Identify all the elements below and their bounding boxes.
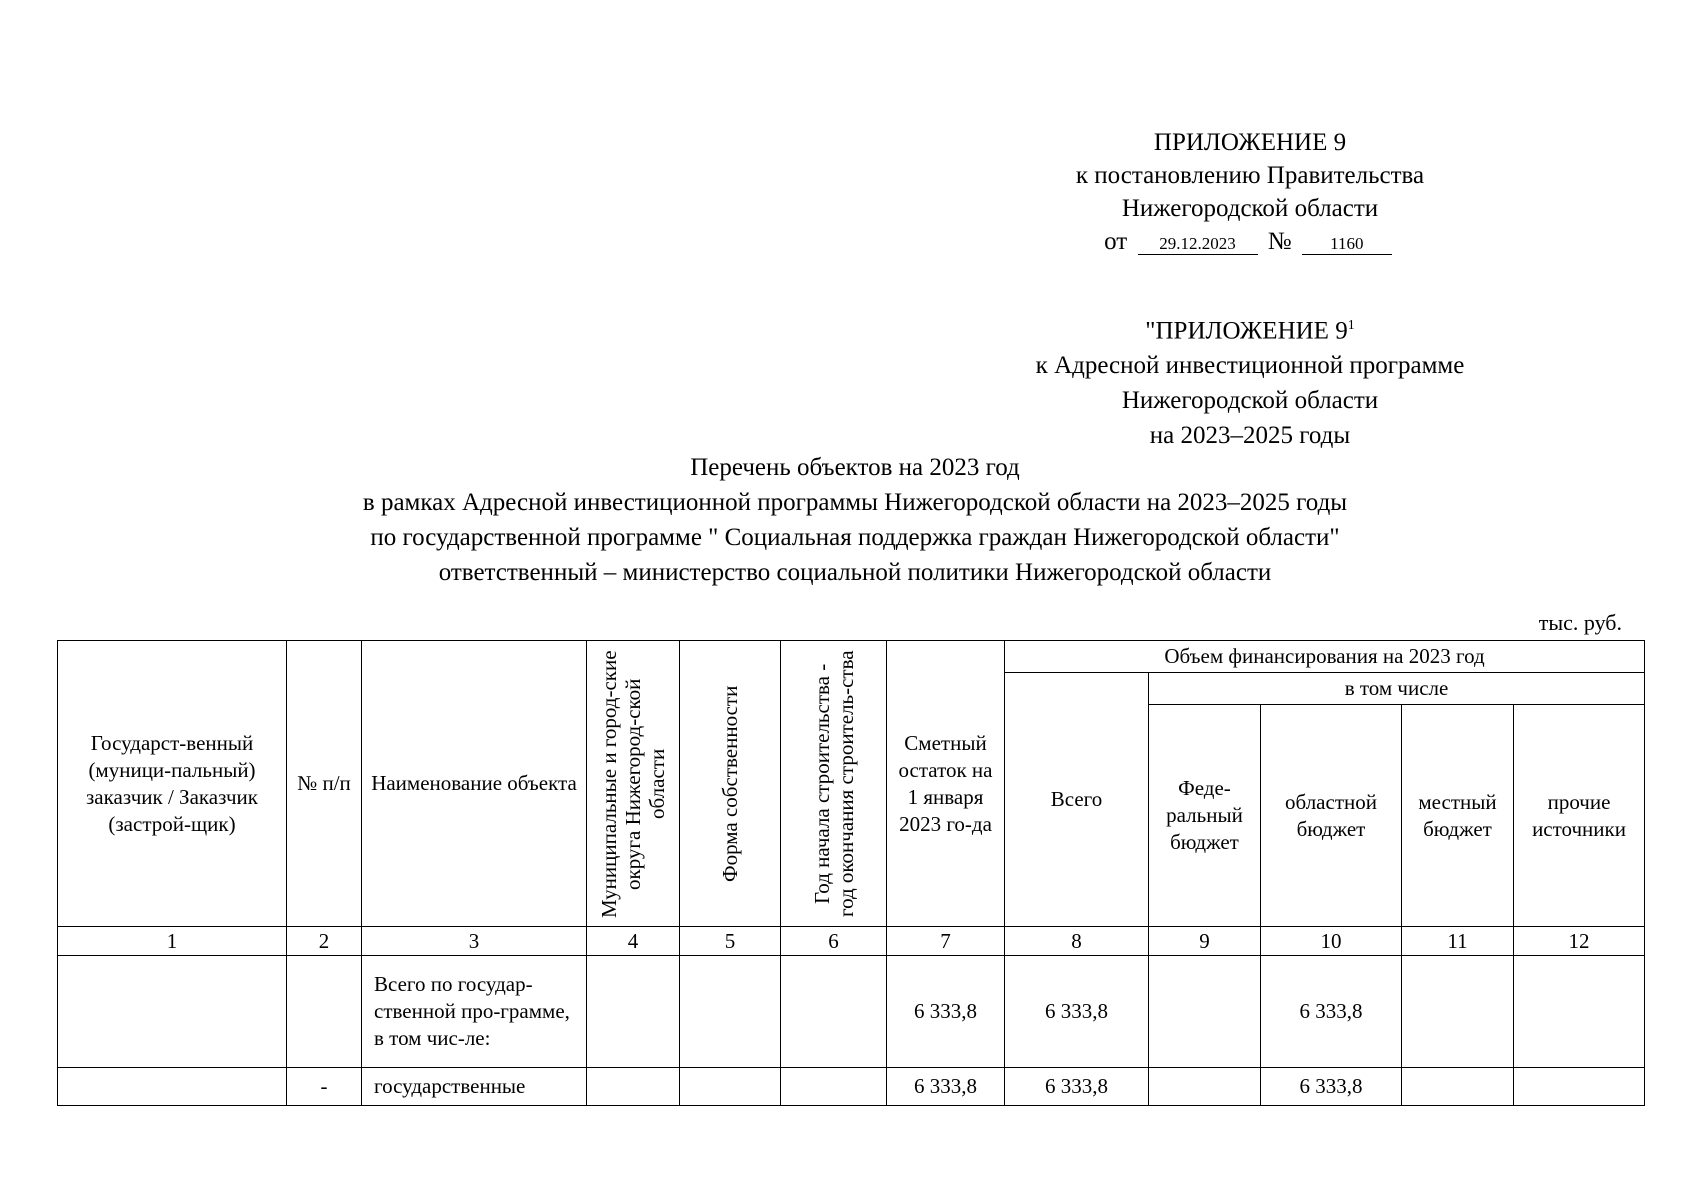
header-years-text: Год начала строительства - год окончания строитель-ства [809,650,858,917]
title-line: ответственный – министерство социальной политики Нижегородской области [438,559,1272,586]
column-number: 3 [362,927,587,956]
cell-other [1514,1068,1645,1106]
table-row [58,956,1645,1068]
column-number: 9 [1149,927,1261,956]
header-years [781,641,887,927]
column-number: 5 [680,927,781,956]
cell-name: государственные [362,1068,587,1106]
column-number: 12 [1514,927,1645,956]
header-name: Наименование объекта [362,641,587,927]
header-num: № п/п [287,641,362,927]
header-federal: Феде-ральный бюджет [1149,705,1261,927]
cell-ownership [680,956,781,1068]
cell-customer [58,956,287,1068]
cell-federal [1149,956,1261,1068]
column-number: 8 [1005,927,1149,956]
cell-num [287,956,362,1068]
column-number: 11 [1402,927,1514,956]
header-total: Всего [1005,673,1149,927]
cell-total: 6 333,8 [1005,1068,1149,1106]
units-label: тыс. руб. [1538,610,1622,635]
cell-estimate: 6 333,8 [887,1068,1005,1106]
cell-customer [58,1068,287,1106]
cell-ownership [680,1068,781,1106]
annex-header [980,126,1520,258]
header-municipal-text: Муниципальные и город-ские округа Нижегород-ской области [597,649,669,918]
program-annex-line: на 2023–2025 годы [1149,422,1351,450]
table-row [58,1068,1645,1106]
column-number: 1 [58,927,287,956]
resolution-number: 1160 [1302,234,1392,255]
column-number: 10 [1261,927,1402,956]
cell-regional: 6 333,8 [1261,956,1402,1068]
column-numbers-row [58,927,1645,956]
header-ownership-text: Форма собственности [718,685,742,882]
cell-years [781,956,887,1068]
cell-municipal [587,956,680,1068]
column-number: 7 [887,927,1005,956]
title-line: Перечень объектов на 2023 год [690,454,1020,481]
document-title [60,450,1650,590]
cell-regional: 6 333,8 [1261,1068,1402,1106]
header-customer: Государст-венный (муници-пальный) заказчик / Заказчик (застрой-щик) [58,641,287,927]
cell-num: - [287,1068,362,1106]
header-other: прочие источники [1514,705,1645,927]
cell-federal [1149,1068,1261,1106]
cell-local [1402,1068,1514,1106]
annex-date-line [980,225,1520,258]
title-line: по государственной программе " Социальная поддержка граждан Нижегородской области" [370,524,1340,551]
annex-line: к постановлению Правительства [1075,162,1425,189]
program-annex-header [980,308,1520,453]
program-annex-line: к Адресной инвестиционной программе [1035,352,1465,380]
cell-years [781,1068,887,1106]
cell-name: Всего по государ-ственной про-грамме, в том чис-ле: [362,956,587,1068]
column-number: 2 [287,927,362,956]
header-financing: Объем финансирования на 2023 год [1005,641,1645,673]
superscript: 1 [1347,318,1355,333]
number-sign: № [1267,228,1292,255]
program-annex-line: Нижегородской области [1121,387,1379,415]
program-annex-title [980,308,1520,348]
annex-line: Нижегородской области [1121,195,1379,222]
column-number: 6 [781,927,887,956]
cell-total: 6 333,8 [1005,956,1149,1068]
from-label: от [1104,228,1128,255]
cell-estimate: 6 333,8 [887,956,1005,1068]
header-including: в том числе [1149,673,1645,705]
cell-other [1514,956,1645,1068]
program-annex-title-text: "ПРИЛОЖЕНИЕ 9 [1145,317,1348,345]
column-number: 4 [587,927,680,956]
objects-table [57,640,1645,1106]
annex-title: ПРИЛОЖЕНИЕ 9 [1153,129,1347,156]
header-municipal [587,641,680,927]
cell-municipal [587,1068,680,1106]
header-estimate: Сметный остаток на 1 января 2023 го-да [887,641,1005,927]
title-line: в рамках Адресной инвестиционной программы Нижегородской области на 2023–2025 годы [362,489,1348,516]
header-ownership [680,641,781,927]
resolution-date: 29.12.2023 [1138,234,1258,255]
header-local: местный бюджет [1402,705,1514,927]
header-regional: областной бюджет [1261,705,1402,927]
cell-local [1402,956,1514,1068]
